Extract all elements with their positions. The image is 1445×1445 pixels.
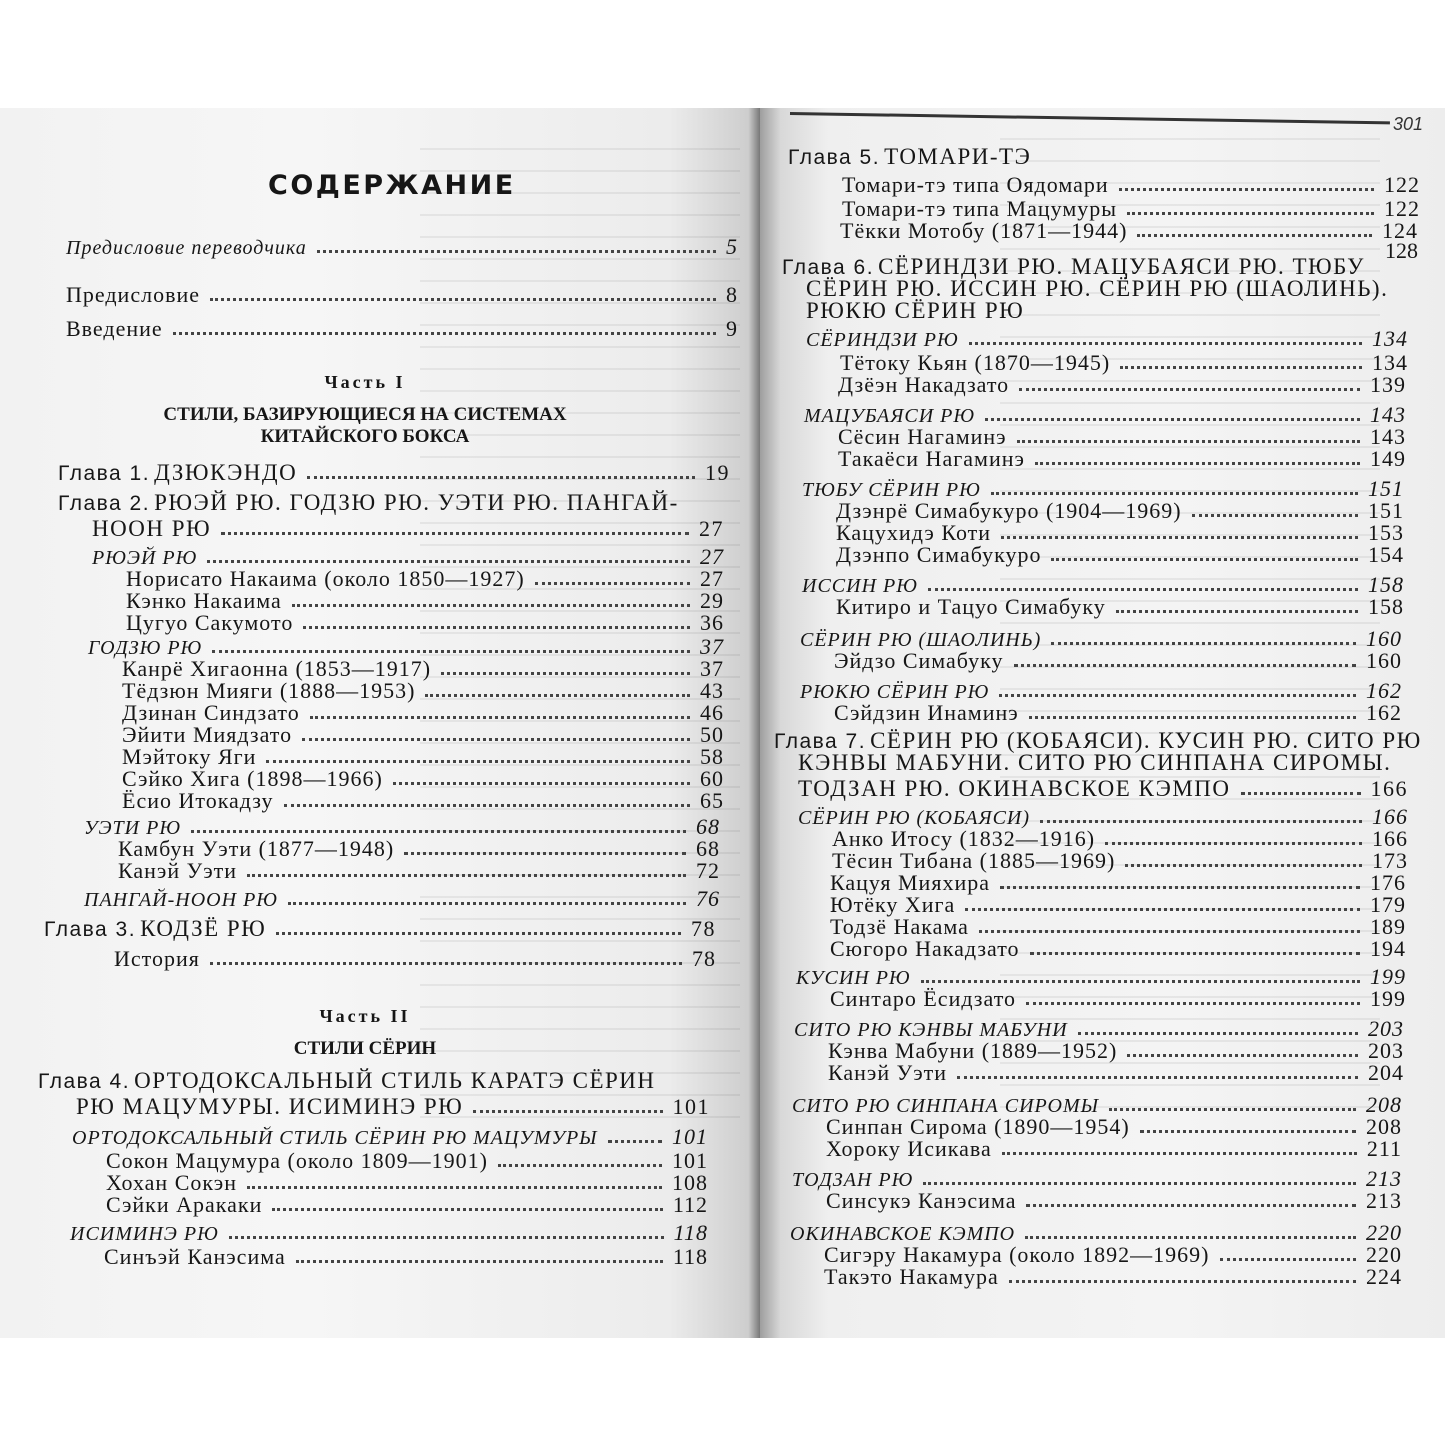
part-label: Часть II <box>319 1006 411 1026</box>
toc-entry: Томари-тэ типа Мацумуры 122 <box>842 196 1420 221</box>
chapter-entry: ТОДЗАН РЮ. ОКИНАВСКОЕ КЭМПО 166 <box>798 776 1408 801</box>
toc-entry: Синъэй Канэсима 118 <box>104 1244 708 1269</box>
section-entry: КУСИН РЮ 199 <box>796 964 1406 989</box>
chapter-entry: Глава 5. ТОМАРИ-ТЭ <box>788 144 1032 169</box>
toc-entry: Дзэнпо Симабукуро 154 <box>836 542 1404 567</box>
toc-entry: Цугуо Сакумото 36 <box>126 610 724 635</box>
page-title: СОДЕРЖАНИЕ <box>268 170 516 201</box>
toc-entry: Предисловие переводчика 5 <box>66 234 738 259</box>
section-entry: СЁРИН РЮ (КОБАЯСИ) 166 <box>798 804 1408 829</box>
toc-entry: Синпан Сирома (1890—1954) 208 <box>826 1114 1402 1139</box>
toc-entry: Тёкки Мотобу (1871—1944) 124 <box>840 218 1418 243</box>
section-entry: РЮЭЙ РЮ 27 <box>92 544 724 569</box>
toc-entry: Такаёси Нагаминэ 149 <box>838 446 1406 471</box>
chapter-entry: РЮ МАЦУМУРЫ. ИСИМИНЭ РЮ 101 <box>76 1094 710 1119</box>
toc-entry: Мэйтоку Яги 58 <box>122 744 724 769</box>
chapter-entry: РЮКЮ СЁРИН РЮ <box>806 298 1025 323</box>
toc-entry: Норисато Накаима (около 1850—1927) 27 <box>126 566 724 591</box>
section-entry: УЭТИ РЮ 68 <box>84 814 720 839</box>
toc-entry: Синсукэ Канэсима 213 <box>826 1188 1402 1213</box>
section-entry: СИТО РЮ СИНПАНА СИРОМЫ 208 <box>792 1092 1402 1117</box>
toc-entry: Камбун Уэти (1877—1948) 68 <box>118 836 720 861</box>
part-title: СТИЛИ, БАЗИРУЮЩИЕСЯ НА СИСТЕМАХ <box>163 404 567 425</box>
toc-entry: Сокон Мацумура (около 1809—1901) 101 <box>106 1148 708 1173</box>
toc-entry: Китиро и Тацуо Симабуку 158 <box>836 594 1404 619</box>
toc-entry: Кацухидэ Коти 153 <box>836 520 1404 545</box>
chapter-entry: КЭНВЫ МАБУНИ. СИТО РЮ СИНПАНА СИРОМЫ. <box>798 750 1392 775</box>
toc-entry: Сэйки Аракаки 112 <box>106 1192 708 1217</box>
toc-entry: Хороку Исикава 211 <box>826 1136 1402 1161</box>
toc-entry: Дзёэн Накадзато 139 <box>838 372 1406 397</box>
toc-entry: Сигэру Накамура (около 1892—1969) 220 <box>824 1242 1402 1267</box>
chapter-entry: Глава 3. КОДЗЁ РЮ 78 <box>44 916 716 941</box>
toc-entry: Эйити Миядзато 50 <box>122 722 724 747</box>
page-number: 301 <box>1393 114 1424 134</box>
section-entry: ГОДЗЮ РЮ 37 <box>88 634 724 659</box>
chapter-entry: Глава 4. ОРТОДОКСАЛЬНЫЙ СТИЛЬ КАРАТЭ СЁРИН <box>38 1068 656 1093</box>
section-entry: СЁРИН РЮ (ШАОЛИНЬ) 160 <box>800 626 1402 651</box>
chapter-entry: Глава 7. СЁРИН РЮ (КОБАЯСИ). КУСИН РЮ. СИТО РЮ <box>774 728 1422 753</box>
toc-entry: Тёсин Тибана (1885—1969) 173 <box>832 848 1408 873</box>
section-entry: ИСИМИНЭ РЮ 118 <box>70 1220 708 1245</box>
toc-entry: Тётоку Кьян (1870—1945) 134 <box>840 350 1408 375</box>
section-entry: МАЦУБАЯСИ РЮ 143 <box>804 402 1406 427</box>
chapter-entry: Глава 2. РЮЭЙ РЮ. ГОДЗЮ РЮ. УЭТИ РЮ. ПАНГАЙ- <box>58 490 679 515</box>
toc-entry: Дзинан Синдзато 46 <box>122 700 724 725</box>
toc-entry: Синтаро Ёсидзато 199 <box>830 986 1406 1011</box>
chapter-entry: НООН РЮ 27 <box>92 516 724 541</box>
toc-entry: Сэйко Хига (1898—1966) 60 <box>122 766 724 791</box>
chapter-end-page: 128 <box>1385 238 1418 263</box>
chapter-entry: Глава 1. ДЗЮКЭНДО 19 <box>58 460 730 485</box>
toc-entry: Такэто Накамура 224 <box>824 1264 1402 1289</box>
toc-entry: Дзэнрё Симабукуро (1904—1969) 151 <box>836 498 1404 523</box>
chapter-entry: СЁРИН РЮ. ИССИН РЮ. СЁРИН РЮ (ШАОЛИНЬ). <box>806 276 1389 301</box>
toc-entry: Анко Итосу (1832—1916) 166 <box>832 826 1408 851</box>
toc-entry: Ютёку Хига 179 <box>830 892 1406 917</box>
toc-entry: Введение 9 <box>66 316 738 341</box>
toc-entry: Канэй Уэти 204 <box>828 1060 1404 1085</box>
open-book <box>0 108 1445 1338</box>
part-title: СТИЛИ СЁРИН <box>293 1038 437 1059</box>
part-title: КИТАЙСКОГО БОКСА <box>260 426 470 447</box>
left-page <box>0 108 760 1338</box>
section-entry: СИТО РЮ КЭНВЫ МАБУНИ 203 <box>794 1016 1404 1041</box>
toc-entry: Хохан Сокэн 108 <box>106 1170 708 1195</box>
toc-entry: Томари-тэ типа Оядомари 122 <box>842 172 1420 197</box>
section-entry: ОКИНАВСКОЕ КЭМПО 220 <box>790 1220 1402 1245</box>
toc-entry: Канрё Хигаонна (1853—1917) 37 <box>122 656 724 681</box>
toc-entry: Кацуя Мияхира 176 <box>830 870 1406 895</box>
toc-entry: История 78 <box>114 946 716 971</box>
section-entry: ИССИН РЮ 158 <box>802 572 1404 597</box>
section-entry: СЁРИНДЗИ РЮ 134 <box>806 326 1408 351</box>
toc-entry: Эйдзо Симабуку 160 <box>834 648 1402 673</box>
toc-entry: Сёсин Нагаминэ 143 <box>838 424 1406 449</box>
section-entry: ТЮБУ СЁРИН РЮ 151 <box>802 476 1404 501</box>
section-entry: ТОДЗАН РЮ 213 <box>792 1166 1402 1191</box>
toc-entry: Кэнко Накаима 29 <box>126 588 724 613</box>
toc-entry: Сюгоро Накадзато 194 <box>830 936 1406 961</box>
toc-entry: Ёсио Итокадзу 65 <box>122 788 724 813</box>
chapter-entry: Глава 6. СЁРИНДЗИ РЮ. МАЦУБАЯСИ РЮ. ТЮБУ <box>782 254 1365 279</box>
toc-entry: Сэйдзин Инаминэ 162 <box>834 700 1402 725</box>
section-entry: РЮКЮ СЁРИН РЮ 162 <box>800 678 1402 703</box>
section-entry: ПАНГАЙ-НООН РЮ 76 <box>84 886 720 911</box>
part-label: Часть I <box>324 372 406 392</box>
toc-entry: Тёдзюн Мияги (1888—1953) 43 <box>122 678 724 703</box>
section-entry: ОРТОДОКСАЛЬНЫЙ СТИЛЬ СЁРИН РЮ МАЦУМУРЫ 101 <box>72 1124 708 1149</box>
toc-entry: Тодзё Накама 189 <box>830 914 1406 939</box>
toc-entry: Кэнва Мабуни (1889—1952) 203 <box>828 1038 1404 1063</box>
toc-entry: Канэй Уэти 72 <box>118 858 720 883</box>
toc-entry: Предисловие 8 <box>66 282 738 307</box>
